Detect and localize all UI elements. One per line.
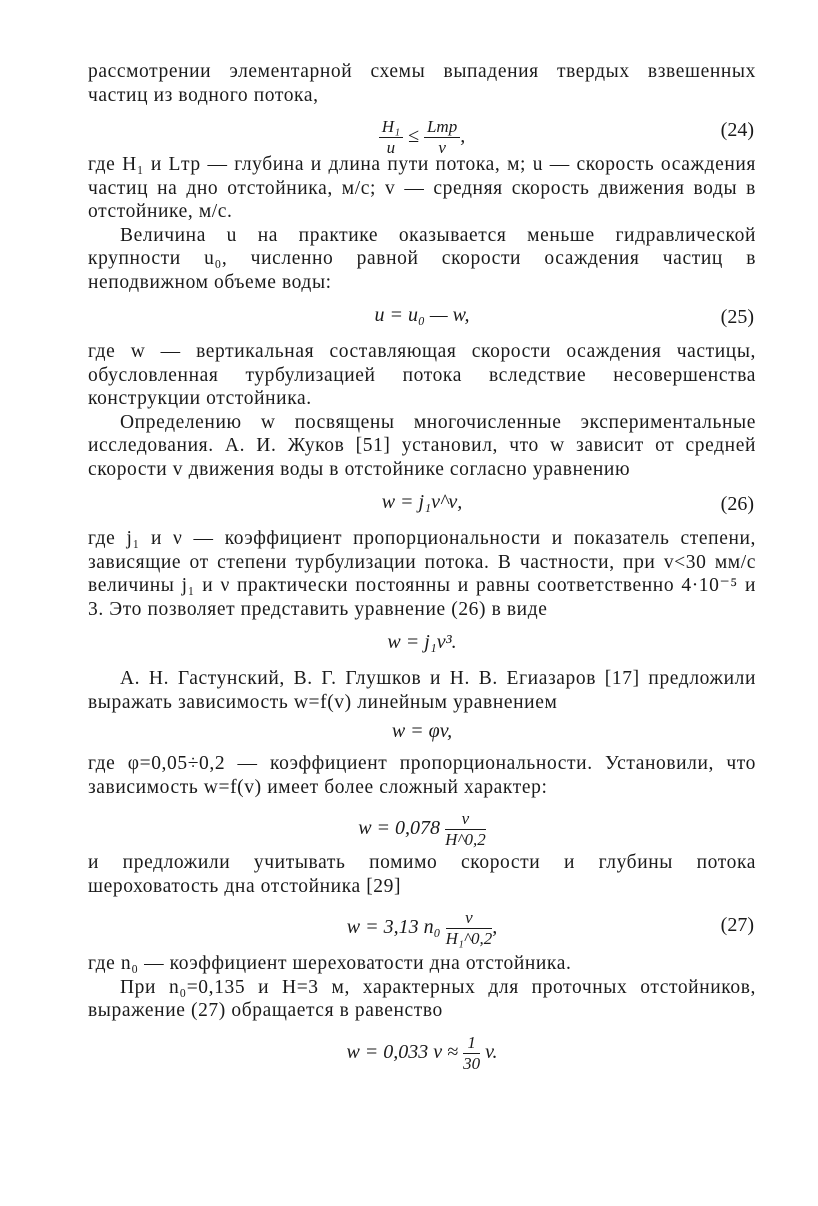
paragraph-n0-value: При n₀=0,135 и H=3 м, характерных для проточных отстойников, выражение (27) обращается в равенство	[88, 976, 756, 1021]
eq25-body: u = u₀ — w,	[374, 304, 470, 326]
eq24-lhs-numerator: H₁	[379, 117, 403, 138]
eq-h-numerator: v	[445, 809, 486, 830]
paragraph-roughness: и предложили учитывать помимо скорости и глубины потока шероховатость дна отстойника [29]	[88, 852, 756, 897]
equation-h	[88, 799, 756, 851]
eq24-rhs-numerator: Lтр	[424, 117, 460, 138]
eq24-lhs-denominator: u	[386, 138, 396, 157]
eq26-body: w = j₁v^ν,	[381, 491, 463, 513]
paragraph-n0-definition: где n₀ — коэффициент шереховатости дна отстойника.	[88, 953, 572, 974]
equation-cubic	[88, 621, 756, 667]
equation-linear	[88, 714, 756, 752]
eq25-number: (25)	[720, 306, 754, 328]
eq24-number: (24)	[720, 119, 754, 141]
eq-final-denominator: 30	[463, 1053, 481, 1073]
eq-cubic-body: w = j₁v³.	[387, 631, 457, 653]
eq27-denominator: H₁^0,2	[445, 929, 493, 948]
paragraph-definitions-24: где H₁ и Lтр — глубина и длина пути потока, м; u — скорость осаждения частиц на дно отстойника, м/с; v — средняя скорость движения воды в отстойнике, м/с.	[88, 154, 756, 222]
equation-final	[88, 1023, 756, 1077]
eq24-relation: ≤	[407, 125, 419, 148]
eq-linear-body: w = φv,	[391, 720, 453, 742]
eq24-rhs-denominator: v	[438, 138, 446, 157]
equation-26	[88, 481, 756, 527]
paragraph-gastunsky: А. Н. Гастунский, В. Г. Глушков и Н. В. Егиазаров [17] предложили выражать зависимость w=f(v) линейным уравнением	[88, 668, 756, 713]
paragraph-phi: где φ=0,05÷0,2 — коэффициент пропорциональности. Установили, что зависимость w=f(v) имеет более сложный характер:	[88, 753, 756, 798]
eq-final-rhs: v.	[485, 1040, 498, 1063]
eq-final-lhs: w = 0,033 v ≈	[346, 1040, 459, 1063]
paragraph-intro: рассмотрении элементарной схемы выпадения твердых взвешенных частиц из водного потока,	[88, 61, 756, 106]
equation-25	[88, 294, 756, 340]
paragraph-u-value: Величина u на практике оказывается меньше гидравлической крупности u₀, численно равной скорости осаждения частиц в неподвижном объеме воды:	[88, 224, 756, 293]
eq27-number: (27)	[720, 914, 754, 936]
paragraph-zhukov: Определению w посвящены многочисленные экспериментальные исследования. А. И. Жуков [51] установил, что w зависит от средней скорости v движения воды в отстойнике согласно уравнению	[88, 411, 756, 480]
equation-27: w = 3,13 n₀ $\frac{v}{\text{H₁\textasciicircum{}0,2}}$ , (27)	[346, 908, 754, 948]
eq-final-numerator: 1	[463, 1033, 480, 1054]
equation-24: $\frac{\text{H₁}}{u}$ ≤ $\frac{\text{Lтр}}{v}$ , (24)	[88, 107, 756, 153]
eq27-numerator: v	[446, 908, 493, 929]
paragraph-w-definition: где w — вертикальная составляющая скорости осаждения частицы, обусловленная турбулизацией потока вследствие несовершенства конструкции отстойника.	[88, 341, 756, 409]
eq-h-lhs: w = 0,078	[358, 817, 441, 840]
eq-h-denominator: H^0,2	[445, 830, 486, 849]
eq27-lhs: w = 3,13 n₀	[346, 916, 441, 939]
paragraph-j1-nu: где j₁ и ν — коэффициент пропорциональности и показатель степени, зависящие от степени турбулизации потока. В частности, при v<30 мм/с величины j₁ и ν практически постоянны и равны соответственно 4·10⁻⁵ и 3. Это позволяет представить уравнение (26) в виде	[88, 528, 756, 620]
document-page	[88, 60, 756, 1077]
eq26-number: (26)	[720, 493, 754, 515]
